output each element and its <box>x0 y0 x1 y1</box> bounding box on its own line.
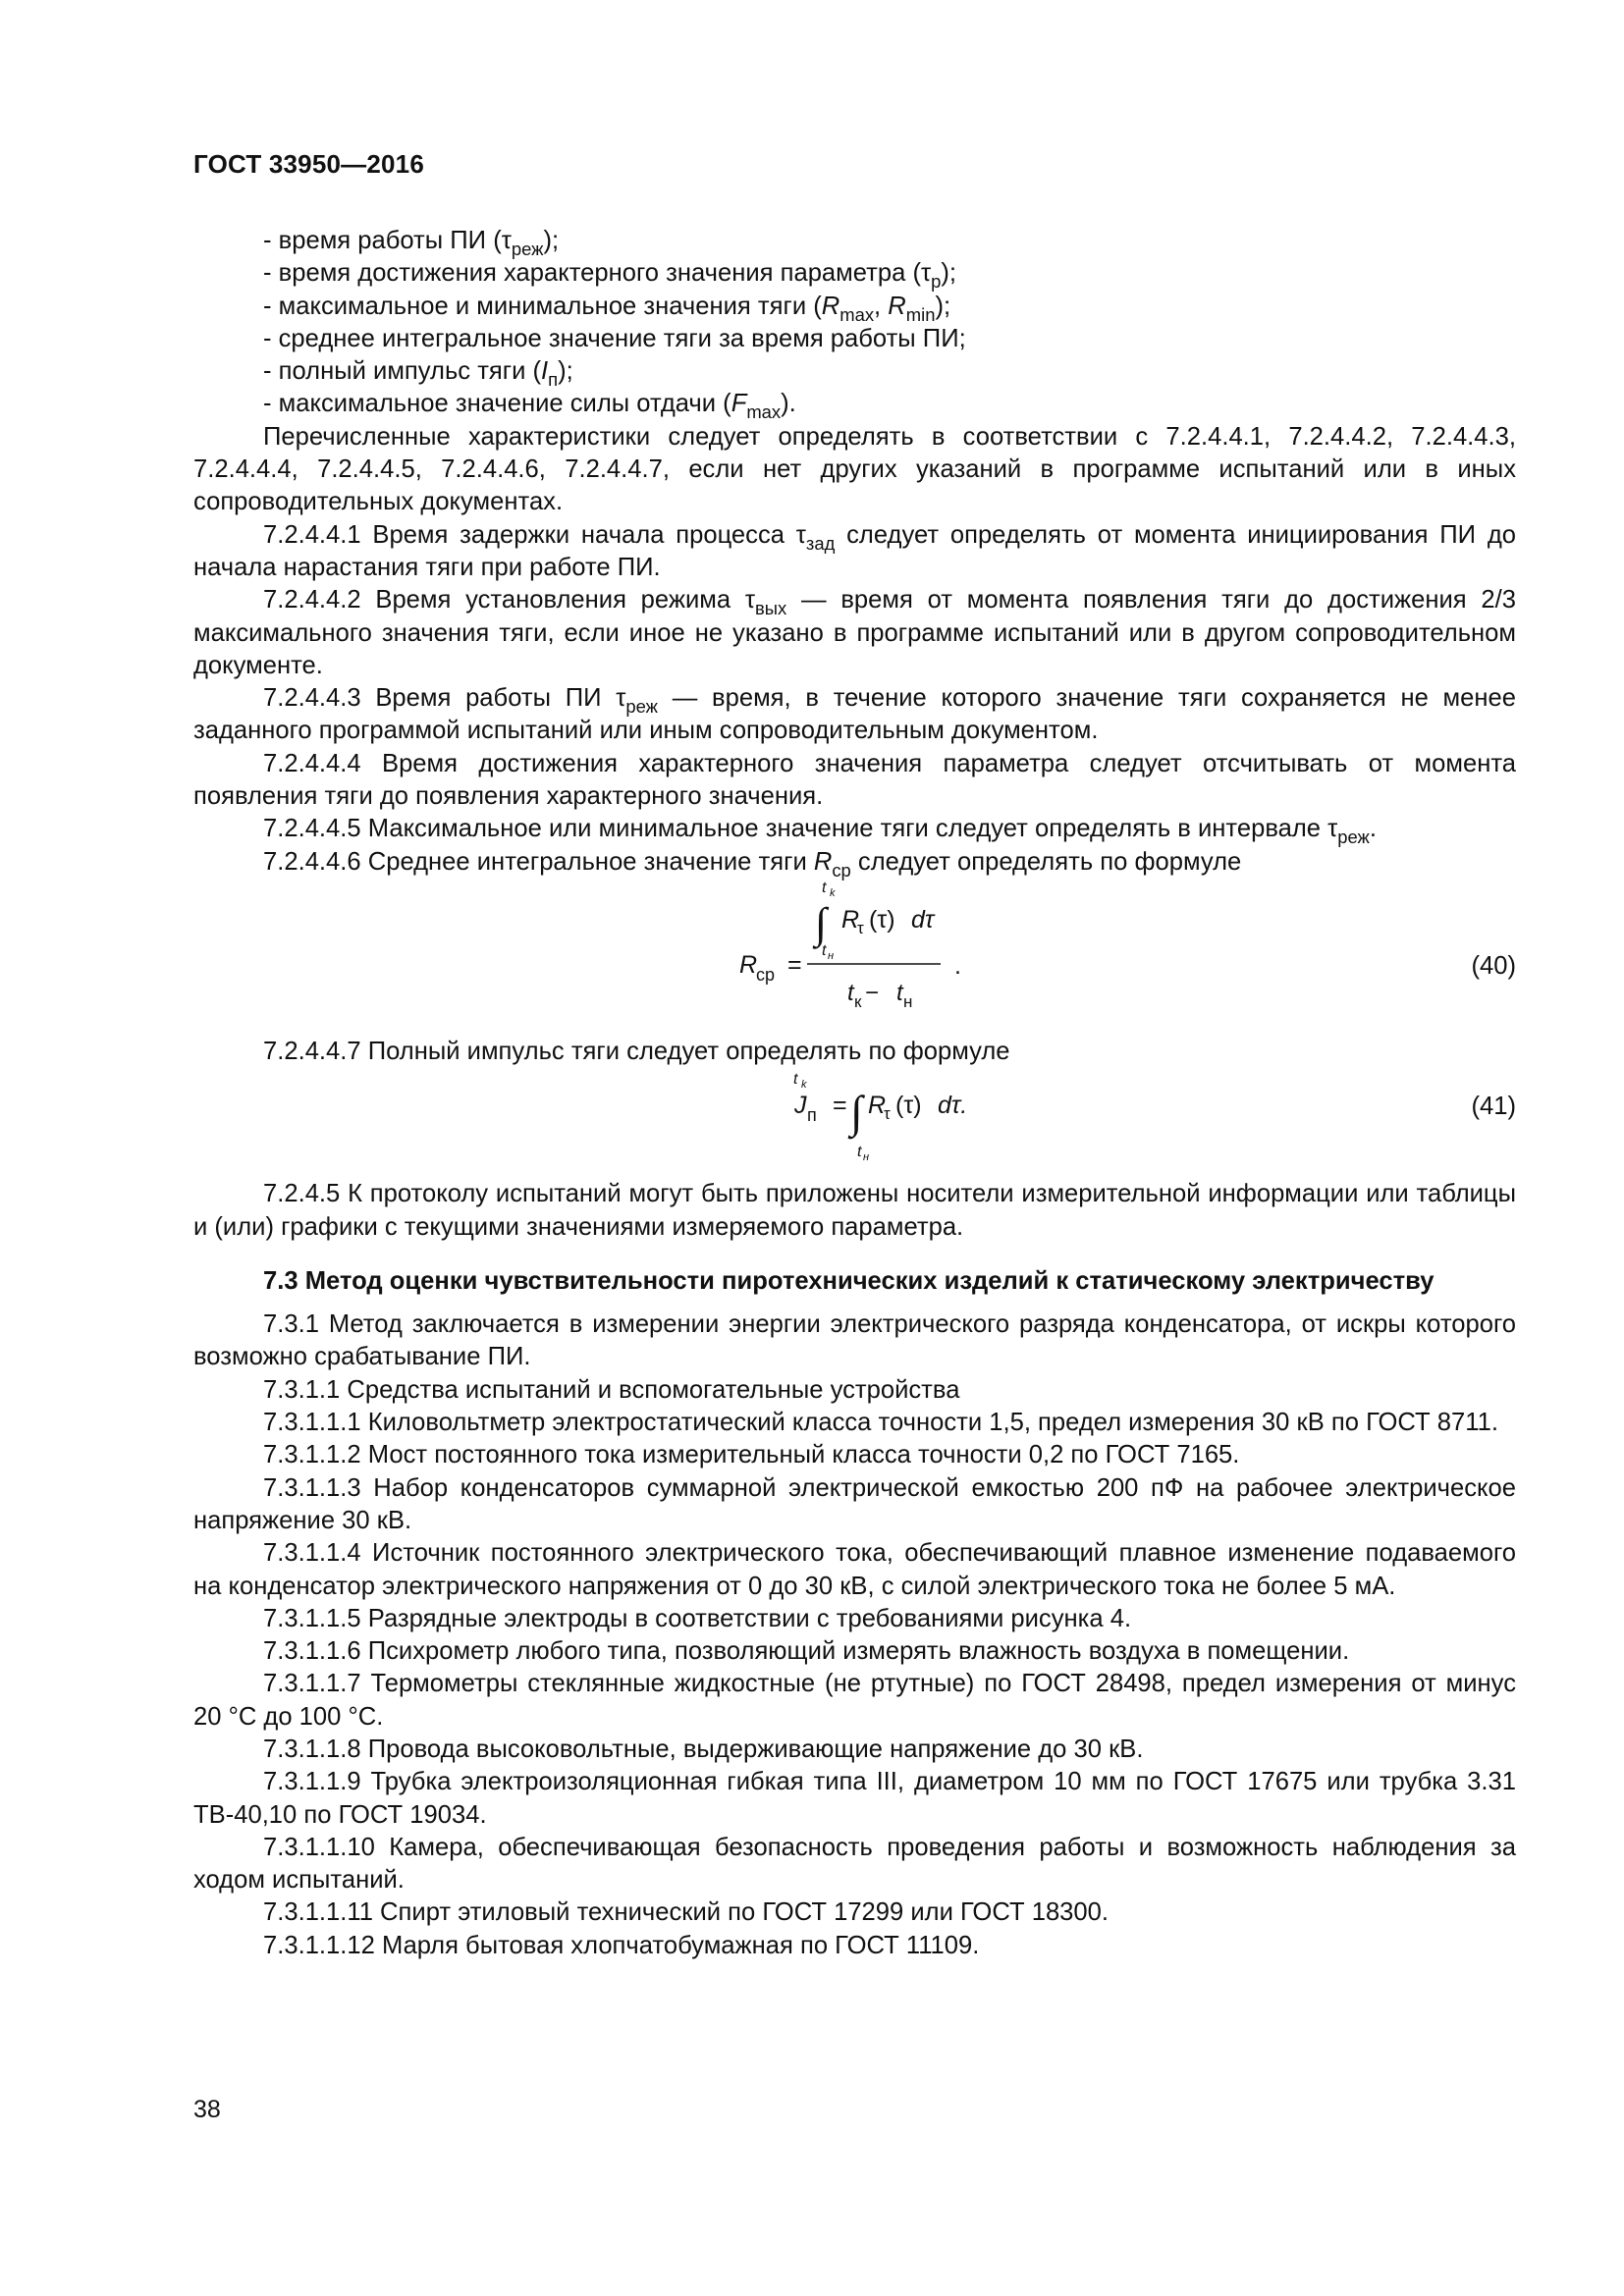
list-item: - среднее интегральное значение тяги за время работы ПИ; <box>263 324 966 352</box>
integral-lower-limit: t <box>822 941 827 959</box>
document-body <box>193 225 1516 1962</box>
paragraph-7-2-4-4-7: 7.2.4.4.7 Полный импульс тяги следует определять по формуле <box>263 1037 1010 1065</box>
list-item: - время работы ПИ $(\tau_{реж})$; <box>263 227 560 259</box>
paragraph-7-3-1-1: 7.3.1.1 Средства испытаний и вспомогательные устройства <box>263 1375 960 1404</box>
formula-41-drawing <box>193 1068 1516 1178</box>
formula-40 <box>193 879 1516 1036</box>
paragraph-7-3-1-1-3: 7.3.1.1.3 Набор конденсаторов суммарной электрической емкостью 200 пФ на рабочее электрическое напряжение 30 кВ. <box>193 1473 1516 1534</box>
formula-40-drawing <box>193 879 1516 1036</box>
integrand-sub: τ <box>884 1104 891 1124</box>
paragraph-7-3-1-1-4: 7.3.1.1.4 Источник постоянного электрического тока, обеспечивающий плавное изменение подаваемого на конденсатор электрического напряжения от 0 до 30 кВ, с силой электрического тока не более 5 мА. <box>193 1539 1516 1600</box>
integrand-d: dτ. <box>938 1092 968 1120</box>
list-item: - время достижения характерного значения параметра $(\tau_р)$; <box>263 259 956 293</box>
den-a-sub: к <box>854 991 862 1011</box>
integral-sign: ∫ <box>850 1087 863 1138</box>
equals-sign: = <box>833 1092 847 1120</box>
lhs-var: J <box>794 1092 807 1120</box>
paragraph-7-2-4-4-2: 7.2.4.4.2 Время установления режима $\tau_{вых}$ — время от момента появления тяги до достижения 2/3 максимального значения тяги, если иное не указано в программе испытаний или в другом сопроводительном документе. <box>193 586 1516 679</box>
document-header: ГОСТ 33950—2016 <box>193 149 424 179</box>
paragraph: Перечисленные характеристики следует определять в соответствии с 7.2.4.4.1, 7.2.4.4.2, 7.2.4.4.3, 7.2.4.4.4, 7.2.4.4.5, 7.2.4.4.6, 7.2.4.4.7, если нет других указаний в программе испытаний или в иных сопроводительных документах. <box>193 422 1516 516</box>
paragraph-7-3-1-1-9: 7.3.1.1.9 Трубка электроизоляционная гибкая типа III, диаметром 10 мм по ГОСТ 17675 или трубка 3.31 ТВ-40,10 по ГОСТ 19034. <box>193 1768 1516 1829</box>
paragraph-7-3-1-1-8: 7.3.1.1.8 Провода высоковольтные, выдерживающие напряжение до 30 кВ. <box>263 1735 1144 1763</box>
page-number: 38 <box>193 2096 221 2123</box>
paragraph-7-3-1: 7.3.1 Метод заключается в измерении энергии электрического разряда конденсатора, от искры которого возможно срабатывание ПИ. <box>193 1310 1516 1371</box>
paragraph-7-2-4-5: 7.2.4.5 К протоколу испытаний могут быть приложены носители измерительной информации или таблицы и (или) графики с текущими значениями измеряемого параметра. <box>193 1180 1516 1241</box>
lhs-sub: ср <box>756 964 776 985</box>
paragraph-7-3-1-1-1: 7.3.1.1.1 Киловольтметр электростатический класса точности 1,5, предел измерения 30 кВ по ГОСТ 8711. <box>263 1409 1498 1437</box>
formula-number: (41) <box>1471 1093 1516 1121</box>
integral-upper-limit: t <box>793 1071 798 1089</box>
paragraph-7-2-4-4-6: 7.2.4.4.6 Среднее интегральное значение тяги $R_{ср}$ следует определять по формуле <box>263 847 1242 881</box>
paragraph-7-3-1-1-10: 7.3.1.1.10 Камера, обеспечивающая безопасность проведения работы и возможность наблюдения за ходом испытаний. <box>193 1833 1516 1895</box>
integral-sign: ∫ <box>815 898 828 947</box>
lhs-sub: п <box>807 1105 817 1126</box>
paragraph-7-3-1-1-7: 7.3.1.1.7 Термометры стеклянные жидкостные (не ртутные) по ГОСТ 28498, предел измерения от минус 20 °С до 100 °С. <box>193 1670 1516 1731</box>
integrand-arg: (τ) <box>869 905 895 934</box>
integrand-sub: τ <box>857 918 864 937</box>
paragraph-7-3-1-1-12: 7.3.1.1.12 Марля бытовая хлопчатобумажная по ГОСТ 11109. <box>263 1931 980 1959</box>
den-b-sub: н <box>903 991 913 1011</box>
paragraph-7-2-4-4-1: 7.2.4.4.1 Время задержки начала процесса $\tau_{зад}$ следует определять от момента инициирования ПИ до начала нарастания тяги при работе ПИ. <box>193 520 1516 581</box>
integral-lower-limit-sub: н <box>863 1151 870 1164</box>
paragraph-7-3-1-1-5: 7.3.1.1.5 Разрядные электроды в соответствии с требованиями рисунка 4. <box>263 1604 1132 1632</box>
den-b: t <box>896 979 903 1006</box>
formula-number: (40) <box>1471 951 1516 980</box>
paragraph-7-2-4-4-3: 7.2.4.4.3 Время работы ПИ $\tau_{реж}$ — время, в течение которого значение тяги сохраняется не менее заданного программой испытаний или иным сопроводительным документом. <box>193 684 1516 745</box>
list-item: - максимальное значение силы отдачи $(F_{max})$. <box>263 390 796 423</box>
list-item: - полный импульс тяги $(I_п)$; <box>263 357 573 391</box>
integral-upper-limit-sub: k <box>801 1079 807 1092</box>
equals-sign: = <box>787 950 802 979</box>
paragraph-7-3-1-1-6: 7.3.1.1.6 Психрометр любого типа, позволяющий измерять влажность воздуха в помещении. <box>263 1637 1350 1666</box>
integrand-var: R <box>868 1092 887 1120</box>
formula-end: . <box>954 951 961 980</box>
paragraph-7-2-4-4-5: 7.2.4.4.5 Максимальное или минимальное значение тяги следует определять в интервале $\tau_{реж}$. <box>263 815 1377 848</box>
integrand-d: dτ <box>911 905 935 934</box>
integrand-var: R <box>841 905 860 934</box>
integrand-arg: (τ) <box>895 1092 922 1120</box>
den-a: t <box>847 979 854 1006</box>
integral-lower-limit-sub: н <box>828 949 835 962</box>
paragraph-7-2-4-4-4: 7.2.4.4.4 Время достижения характерного значения параметра следует отсчитывать от момента появления тяги до появления характерного значения. <box>193 749 1516 811</box>
section-heading-7-3: 7.3 Метод оценки чувствительности пиротехнических изделий к статическому электричеству <box>263 1266 1435 1295</box>
list-item: - максимальное и минимальное значения тяги ($R_{max}$, $R_{min}$); <box>263 292 951 325</box>
lhs-var: R <box>739 950 758 979</box>
den-minus: − <box>865 979 880 1006</box>
paragraph-7-3-1-1-2: 7.3.1.1.2 Мост постоянного тока измерительный класса точности 0,2 по ГОСТ 7165. <box>263 1441 1240 1469</box>
integral-upper-limit-sub: k <box>830 886 836 899</box>
integral-lower-limit: t <box>857 1144 862 1161</box>
integral-upper-limit: t <box>822 879 827 896</box>
formula-41 <box>193 1068 1516 1178</box>
paragraph-7-3-1-1-11: 7.3.1.1.11 Спирт этиловый технический по ГОСТ 17299 или ГОСТ 18300. <box>263 1898 1109 1927</box>
